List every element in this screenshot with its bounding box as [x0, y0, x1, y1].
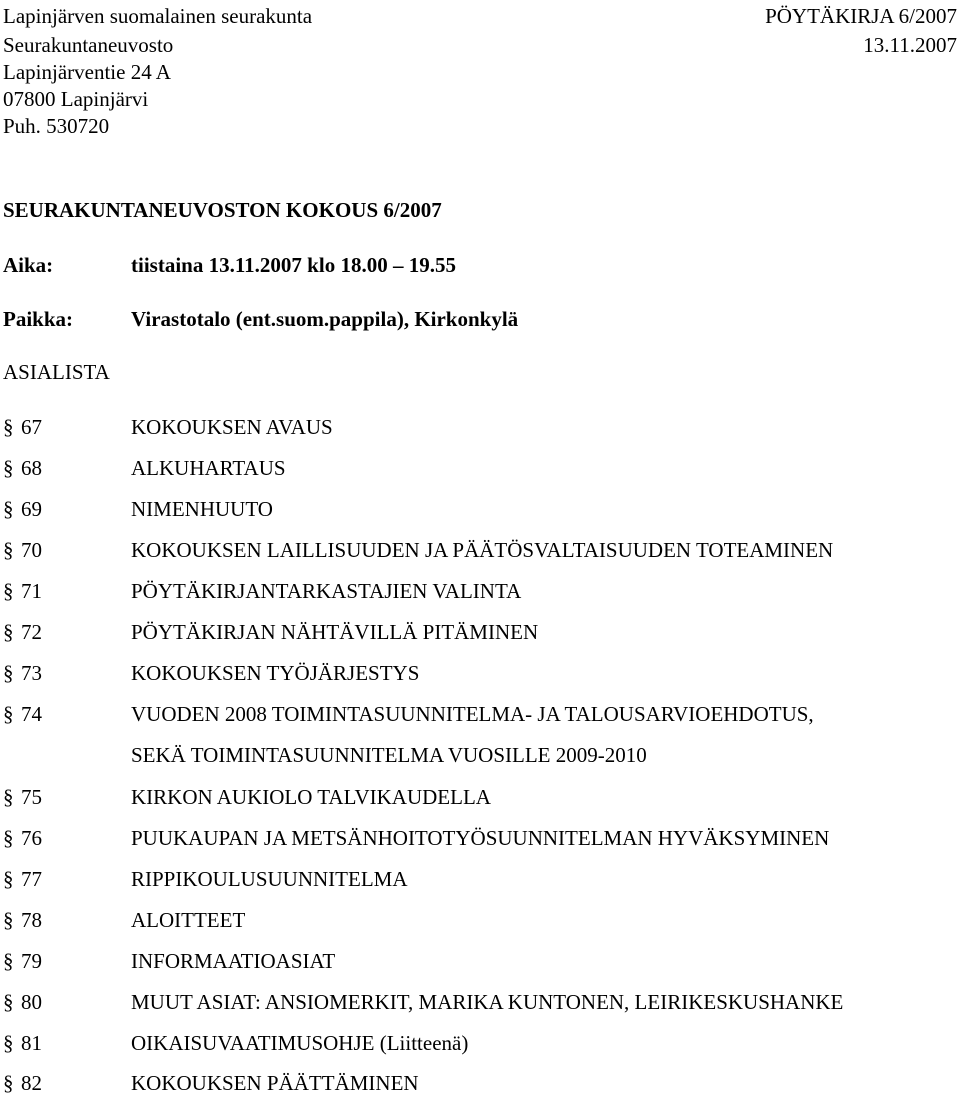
- organization-name: Lapinjärven suomalainen seurakunta: [3, 4, 313, 28]
- agenda-item: [0, 785, 960, 809]
- agenda-item-title: PUUKAUPAN JA METSÄNHOITOTYÖSUUNNITELMAN HYVÄKSYMINEN: [131, 826, 830, 850]
- agenda-item: [0, 990, 960, 1014]
- agenda-item-number: 79: [21, 949, 42, 973]
- agenda-item-title: PÖYTÄKIRJAN NÄHTÄVILLÄ PITÄMINEN: [131, 620, 539, 644]
- section-mark: §: [3, 456, 14, 480]
- agenda-item: [0, 620, 960, 644]
- agenda-item: [0, 415, 960, 439]
- agenda-item-title: KOKOUKSEN LAILLISUUDEN JA PÄÄTÖSVALTAISUUDEN TOTEAMINEN: [131, 538, 834, 562]
- body-name: Seurakuntaneuvosto: [3, 33, 174, 57]
- agenda-item-title-line2: SEKÄ TOIMINTASUUNNITELMA VUOSILLE 2009-2010: [131, 743, 647, 767]
- section-mark: §: [3, 415, 14, 439]
- agenda-item-number: 77: [21, 867, 42, 891]
- time-label: Aika:: [3, 253, 54, 277]
- agenda-item-title: ALKUHARTAUS: [131, 456, 286, 480]
- agenda-item: [0, 579, 960, 603]
- agenda-heading: ASIALISTA: [3, 360, 110, 384]
- agenda-item-continuation: [0, 743, 960, 767]
- agenda-item-number: 81: [21, 1031, 42, 1055]
- agenda-item-number: 69: [21, 497, 42, 521]
- agenda-item-title: VUODEN 2008 TOIMINTASUUNNITELMA- JA TALOUSARVIOEHDOTUS,: [131, 702, 814, 726]
- agenda-item: [0, 1031, 960, 1055]
- agenda-item-number: 75: [21, 785, 42, 809]
- section-mark: §: [3, 908, 14, 932]
- agenda-item-title: MUUT ASIAT: ANSIOMERKIT, MARIKA KUNTONEN, LEIRIKESKUSHANKE: [131, 990, 844, 1014]
- agenda-item: [0, 908, 960, 932]
- agenda-item-title: KOKOUKSEN PÄÄTTÄMINEN: [131, 1071, 419, 1095]
- agenda-item: [0, 702, 960, 726]
- agenda-item-number: 67: [21, 415, 42, 439]
- agenda-item-number: 78: [21, 908, 42, 932]
- agenda-item-title: KOKOUKSEN AVAUS: [131, 415, 333, 439]
- place-value: Virastotalo (ent.suom.pappila), Kirkonkylä: [131, 307, 519, 331]
- section-mark: §: [3, 1071, 14, 1095]
- section-mark: §: [3, 702, 14, 726]
- agenda-item-title: NIMENHUUTO: [131, 497, 273, 521]
- section-mark: §: [3, 826, 14, 850]
- section-mark: §: [3, 538, 14, 562]
- agenda-item: [0, 497, 960, 521]
- meeting-title: SEURAKUNTANEUVOSTON KOKOUS 6/2007: [3, 198, 442, 222]
- agenda-item: [0, 1071, 960, 1095]
- agenda-item-title: KIRKON AUKIOLO TALVIKAUDELLA: [131, 785, 491, 809]
- section-mark: §: [3, 949, 14, 973]
- agenda-item: [0, 456, 960, 480]
- agenda-item-number: 70: [21, 538, 42, 562]
- section-mark: §: [3, 497, 14, 521]
- agenda-item-title: INFORMAATIOASIAT: [131, 949, 336, 973]
- agenda-item-title: RIPPIKOULUSUUNNITELMA: [131, 867, 408, 891]
- section-mark: §: [3, 867, 14, 891]
- place-label: Paikka:: [3, 307, 74, 331]
- agenda-item-number: 74: [21, 702, 42, 726]
- agenda-item: [0, 661, 960, 685]
- agenda-item: [0, 867, 960, 891]
- agenda-item: [0, 826, 960, 850]
- section-mark: §: [3, 1031, 14, 1055]
- agenda-item-title: KOKOUKSEN TYÖJÄRJESTYS: [131, 661, 420, 685]
- document-id: PÖYTÄKIRJA 6/2007: [765, 4, 957, 28]
- section-mark: §: [3, 620, 14, 644]
- agenda-item-title: ALOITTEET: [131, 908, 246, 932]
- agenda-item-title: OIKAISUVAATIMUSOHJE (Liitteenä): [131, 1031, 469, 1055]
- section-mark: §: [3, 990, 14, 1014]
- time-value: tiistaina 13.11.2007 klo 18.00 – 19.55: [131, 253, 456, 277]
- phone-number: Puh. 530720: [3, 114, 110, 138]
- agenda-item-number: 76: [21, 826, 42, 850]
- street-address: Lapinjärventie 24 A: [3, 60, 171, 84]
- section-mark: §: [3, 785, 14, 809]
- section-mark: §: [3, 661, 14, 685]
- agenda-item-title: PÖYTÄKIRJANTARKASTAJIEN VALINTA: [131, 579, 522, 603]
- agenda-item-number: 80: [21, 990, 42, 1014]
- postal-address: 07800 Lapinjärvi: [3, 87, 149, 111]
- agenda-item: [0, 538, 960, 562]
- agenda-item-number: 72: [21, 620, 42, 644]
- agenda-item: [0, 949, 960, 973]
- agenda-item-number: 82: [21, 1071, 42, 1095]
- agenda-item-number: 68: [21, 456, 42, 480]
- section-mark: §: [3, 579, 14, 603]
- agenda-item-number: 71: [21, 579, 42, 603]
- agenda-item-number: 73: [21, 661, 42, 685]
- document-date: 13.11.2007: [863, 33, 957, 57]
